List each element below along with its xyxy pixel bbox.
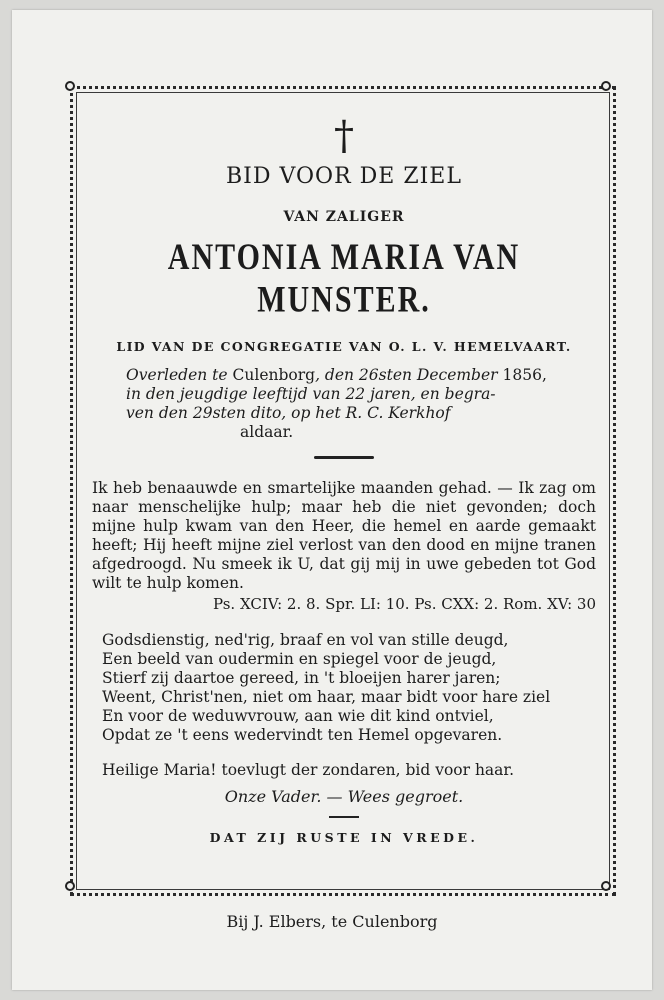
heading-pray: BID VOOR DE ZIEL <box>226 164 462 189</box>
corner-ornament <box>601 881 611 891</box>
invocation: Heilige Maria! toevlugt der zondaren, bid voor haar. <box>102 761 515 779</box>
death-line-2: in den jeugdige leeftijd van 22 jaren, en begra- <box>126 385 496 403</box>
deceased-name: ANTONIA MARIA VAN MUNSTER. <box>167 236 521 321</box>
printer-credit: Bij J. Elbers, te Culenborg <box>226 912 438 931</box>
poem <box>92 631 596 745</box>
poem-line: Opdat ze 't eens wedervindt ten Hemel opgevaren. <box>102 726 503 744</box>
death-year: 1856, <box>502 366 547 384</box>
psalm-reference: Ps. XCIV: 2. 8. Spr. LI: 10. Ps. CXX: 2. Rom. XV: 30 <box>213 595 596 613</box>
psalm-text: Ik heb benaauwde en smartelijke maanden gehad. — Ik zag om naar menschelijke hulp; maar heb die niet gevonden; doch mijne hulp kwam van den Heer, die hemel en aarde gemaakt heeft; Hij heeft mijne ziel verlost van den dood en mijne tranen afgedroogd. Nu smeek ik U, dat gij mij in uwe gebeden tot God wilt te hulp komen. <box>92 479 596 592</box>
death-notice <box>102 366 586 442</box>
cross-icon: † <box>334 113 354 159</box>
poem-line: Godsdienstig, ned'rig, braaf en vol van stille deugd, <box>102 631 509 649</box>
poem-line: Stierf zij daartoe gereed, in 't bloeijen harer jaren; <box>102 669 501 687</box>
death-line-3: ven den 29sten dito, op het R. C. Kerkhof <box>126 404 451 422</box>
poem-line: En voor de weduwvrouw, aan wie dit kind ontviel, <box>102 707 494 725</box>
poem-line: Weent, Christ'nen, niet om haar, maar bidt voor hare ziel <box>102 688 551 706</box>
corner-ornament <box>601 81 611 91</box>
rest-in-peace: DAT ZIJ RUSTE IN VREDE. <box>209 830 479 845</box>
heading-of-late: VAN ZALIGER <box>283 209 405 225</box>
card-content <box>92 110 596 845</box>
death-text: Overleden te <box>126 366 233 384</box>
corner-ornament <box>65 81 75 91</box>
divider <box>314 456 374 459</box>
divider-small <box>329 816 359 818</box>
death-date: , den 26sten December <box>315 366 503 384</box>
death-line-4: aldaar. <box>240 423 294 441</box>
corner-ornament <box>65 881 75 891</box>
death-place: Culenborg <box>232 366 316 384</box>
prayer-line: Onze Vader. — Wees gegroet. <box>224 787 464 806</box>
membership-line: LID VAN DE CONGREGATIE VAN O. L. V. HEMELVAART. <box>116 339 572 354</box>
memorial-card <box>12 10 652 990</box>
poem-line: Een beeld van oudermin en spiegel voor de jeugd, <box>102 650 497 668</box>
